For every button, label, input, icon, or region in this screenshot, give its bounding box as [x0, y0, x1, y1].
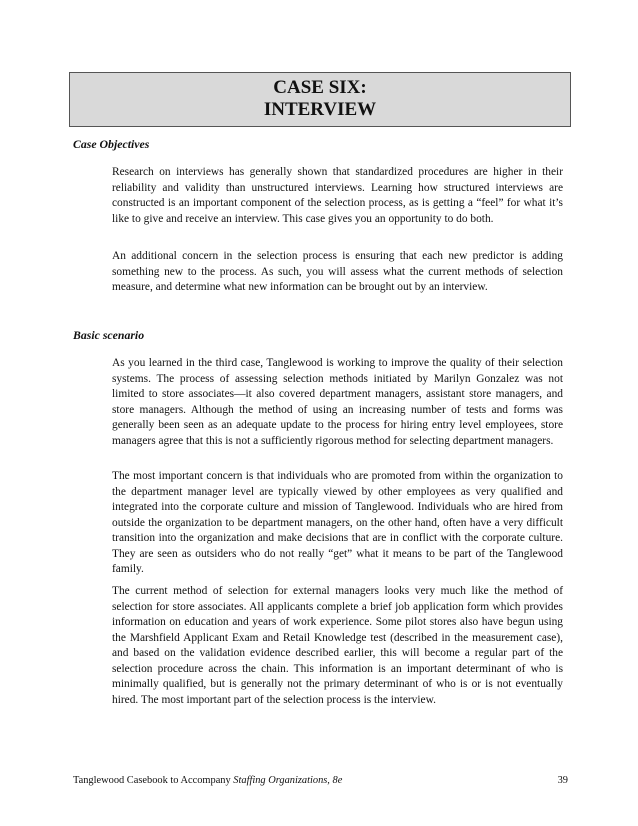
objectives-paragraph-2: An additional concern in the selection process is ensuring that each new predictor is adding something new to the process. As such, you will assess what the current methods of selection measure, and determine what new information can be brought out by an interview.: [112, 250, 563, 294]
footer-caption: [73, 774, 342, 787]
page-number: 39: [557, 775, 568, 786]
footer-caption-plain: Tanglewood Casebook to Accompany: [73, 775, 234, 786]
basic-scenario-heading: Basic scenario: [73, 328, 145, 342]
scenario-paragraph-1: As you learned in the third case, Tanglewood is working to improve the quality of their selection systems. The process of assessing selection methods initiated by Marilyn Gonzalez was not limited to store associates—it also covered department managers, assistant store managers, and store managers. Although the method of using an increasing number of tests and forms was generally been seen as an adequate update to the process for hiring entry level employees, store managers agree that this is not a sufficiently rigorous method for selecting department managers.: [112, 357, 563, 447]
case-objectives-heading: Case Objectives: [73, 137, 150, 151]
objectives-paragraph-1: Research on interviews has generally shown that standardized procedures are higher in their reliability and validity than unstructured interviews. Learning how structured interviews are constructed is an important component of the selection process, as is getting a “feel” for what it’s like to give and receive an interview. This case gives you an opportunity to do both.: [112, 166, 563, 225]
case-title-line-2: INTERVIEW: [263, 99, 377, 120]
scenario-paragraph-3: The current method of selection for external managers looks very much like the method of selection for store associates. All applicants complete a brief job application form which provides information on education and years of work experience. Some pilot stores also have begun using the Marshfield Applicant Exam and Retail Knowledge test (described in the measurement case), and based on the validation evidence described earlier, this will become a regular part of the selection procedure across the chain. This information is an important determinant of who is minimally qualified, but is generally not the primary determinant of who is or is not eventually hired. The most important part of the selection process is the interview.: [112, 585, 563, 706]
footer-caption-italic: Staffing Organizations, 8e: [233, 775, 343, 786]
case-title-box: [69, 72, 571, 127]
scenario-paragraph-2: The most important concern is that individuals who are promoted from within the organization to the department manager level are typically viewed by other employees as very qualified and integrated into the corporate culture and mission of Tanglewood. Individuals who are hired from outside the organization to be department managers, on the other hand, often have a very difficult transition into the organization and make decisions that are in conflict with the corporate culture. They are seen as outsiders who do not really “get” what it means to be part of the Tanglewood family.: [112, 470, 563, 576]
case-title-line-1: CASE SIX:: [273, 77, 367, 98]
